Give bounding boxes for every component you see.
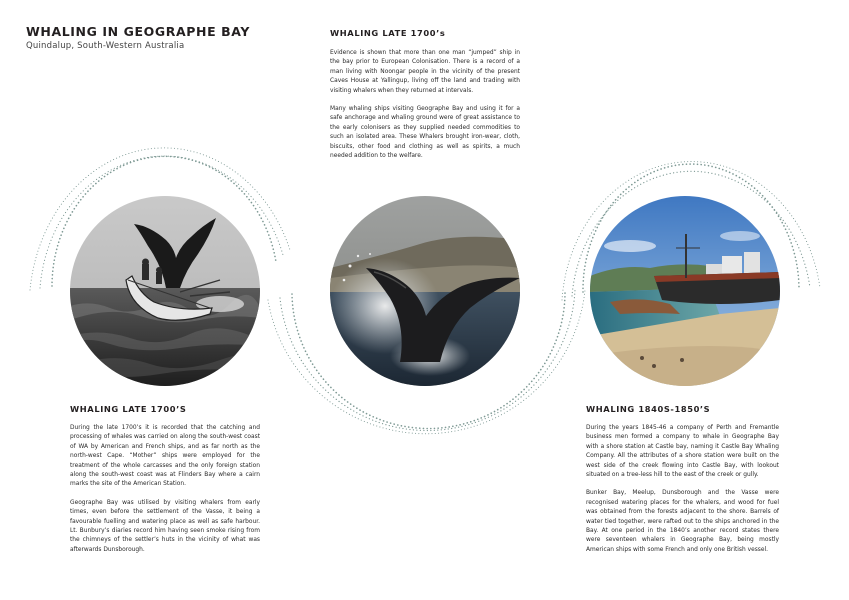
top-paragraph-2: Many whaling ships visiting Geographe Bay and using it for a safe anchorage and whaling ground were of great assistance to the early colonisers as they supplied needed commodities to such an isolated area. These Whalers brought iron-wear, cloth, biscuits, other food and clothing as well as spirits, a much needed addition to the welfare. [330,106,520,160]
left-paragraph-2: Geographe Bay was utilised by visiting whalers from early times, even before the settlement of the Vasse, it being a favourable fuelling and watering place as well as safe harbour. Lt. Bunbury’s diaries record him having seen smoke rising from the chimneys of the settler’s huts in the vicinity of what was afterwards Dunsborough. [70,499,260,553]
right-section-heading: WHALING 1840S-1850’S [586,404,711,414]
right-paragraph-1: During the years 1845-46 a company of Perth and Fremantle business men formed a company to whale in Geographe Bay with a shore station at Castle bay, naming it Castle Bay Whaling Company. All the attributes of a shore station were built on the west side of the creek flowing into Castle Bay, with lookout situated on a tree-less hill to the east of the creek or gully. [586,425,779,479]
left-paragraph-1: During the late 1700’s it is recorded that the catching and processing of whales was carried on along the south-west coast of WA by American and French ships, and as far north as the north-west Cape. “Mother” ships were employed for the treatment of the whole carcasses and the only foreign station along the south-west coast was at Flinders Bay where a cairn marks the site of the American Station. [70,425,260,488]
page-subtitle: Quindalup, South-Western Australia [26,41,185,51]
top-section-heading: WHALING LATE 1700’s [330,28,446,38]
whale-tail-boat-photo [70,196,260,386]
right-text-column [586,404,779,555]
left-text-column [70,404,260,555]
top-text-column [330,28,520,161]
whale-breach-photo [330,196,520,386]
right-paragraph-2: Bunker Bay, Meelup, Dunsborough and the Vasse were recognised watering places for the whalers, and wood for fuel was obtained from the forests adjacent to the shore. Barrels of water tied together, were rafted out to the ships anchored in the Bay. At one period in the 1840’s another record states there were seventeen whalers in Geographe Bay, being mostly American ships with some French and only one British vessel. [586,490,779,553]
left-section-heading: WHALING LATE 1700’S [70,404,187,414]
top-paragraph-1: Evidence is shown that more than one man “jumped” ship in the bay prior to European Colonisation. There is a record of a man living with Noongar people in the vicinity of the present Caves House at Yallingup, living off the land and trading with visiting whalers when they returned at intervals. [330,50,520,94]
castle-bay-ship-photo [590,196,780,386]
page-title: WHALING IN GEOGRAPHE BAY [26,24,251,39]
